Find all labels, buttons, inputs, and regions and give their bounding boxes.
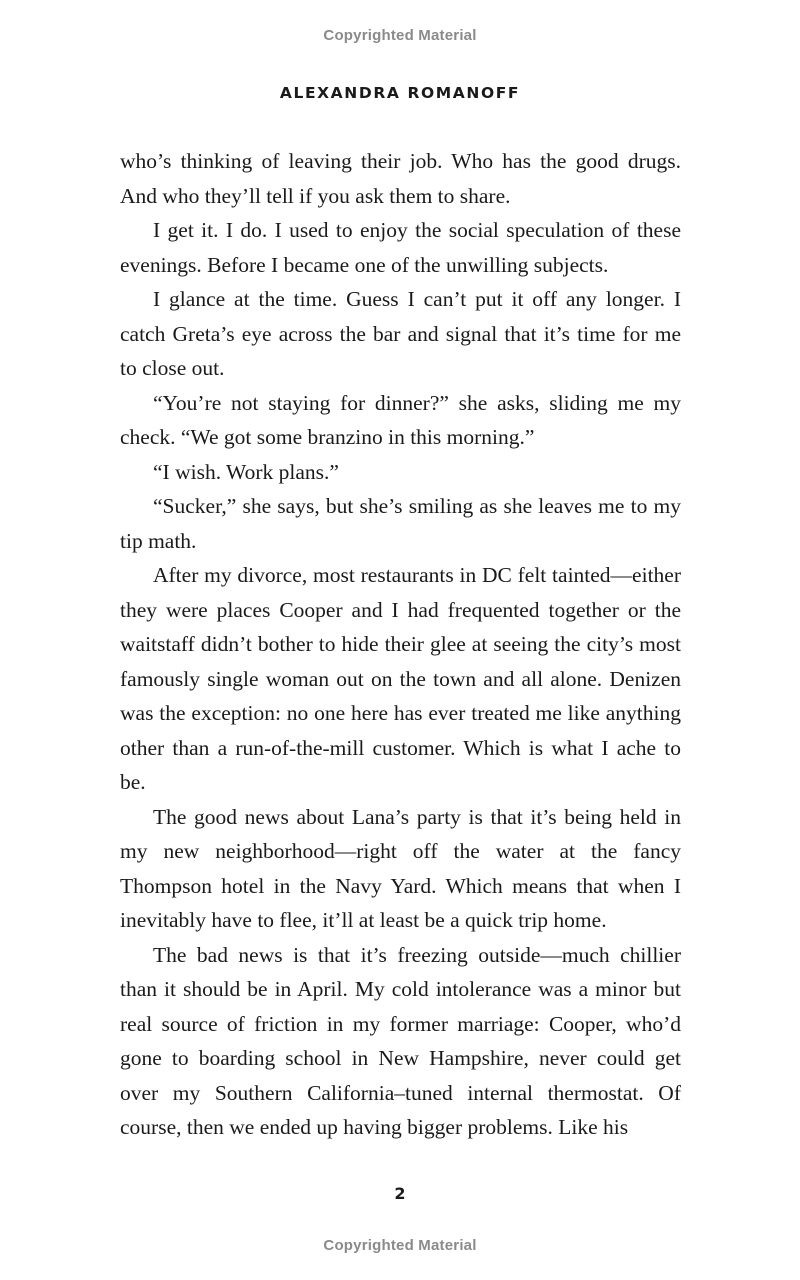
- paragraph-9: The bad news is that it’s freezing outside—much chillier than it should be in April. My cold intolerance was a minor but real source of friction in my former marriage: Cooper, who’d gone to boarding school in New Hampshire, never could get over my Southern California–tuned internal thermostat. Of course, then we ended up having bigger problems. Like his: [120, 942, 681, 1139]
- paragraph-8: The good news about Lana’s party is that it’s being held in my new neighborhood—right off the water at the fancy Thompson hotel in the Navy Yard. Which means that when I inevitably have to flee, it’ll at least be a quick trip home.: [120, 804, 681, 932]
- copyright-notice-top: Copyrighted Material: [323, 27, 477, 44]
- paragraph-7: After my divorce, most restaurants in DC felt tainted—either they were places Cooper and I had frequented together or the waitstaff didn’t bother to hide their glee at seeing the city’s most famously single woman out on the town and all alone. Denizen was the exception: no one here has ever treated me like anything other than a run-of-the-mill customer. Which is what I ache to be.: [120, 563, 681, 794]
- paragraph-5: “I wish. Work plans.”: [153, 459, 339, 484]
- copyright-notice-bottom: Copyrighted Material: [323, 1237, 477, 1254]
- paragraph-4: “You’re not staying for dinner?” she asks, sliding me my check. “We got some branzino in this morning.”: [120, 390, 681, 449]
- paragraph-2: I get it. I do. I used to enjoy the social speculation of these evenings. Before I became one of the unwilling subjects.: [120, 218, 681, 277]
- page-body: [120, 144, 681, 1145]
- page-number: 2: [394, 1184, 406, 1203]
- paragraph-3: I glance at the time. Guess I can’t put it off any longer. I catch Greta’s eye across the bar and signal that it’s time for me to close out.: [120, 287, 681, 380]
- running-head-author: ALEXANDRA ROMANOFF: [279, 84, 521, 102]
- paragraph-6: “Sucker,” she says, but she’s smiling as she leaves me to my tip math.: [120, 494, 681, 553]
- paragraph-1: who’s thinking of leaving their job. Who has the good drugs. And who they’ll tell if you ask them to share.: [120, 149, 681, 208]
